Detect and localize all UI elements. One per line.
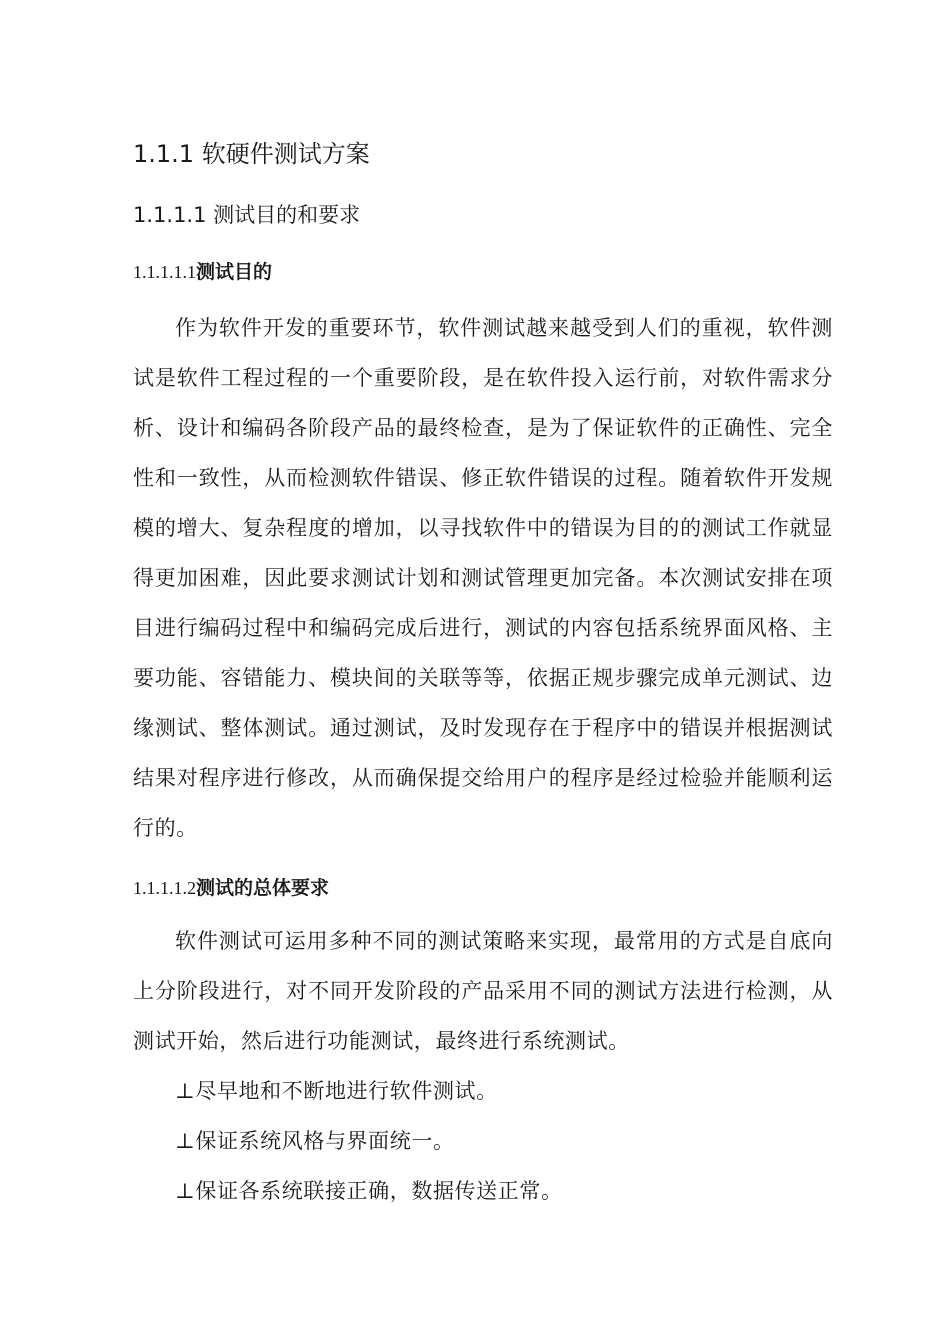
- subsection-title: 测试目的和要求: [213, 203, 361, 227]
- list-item: [133, 1166, 833, 1216]
- bullet-mark-icon: ⊥: [175, 1079, 196, 1103]
- requirements-list: [133, 1066, 833, 1216]
- section-title: 软硬件测试方案: [201, 140, 370, 168]
- requirements-heading: [133, 874, 329, 902]
- list-item-text: 保证各系统联接正确，数据传送正常。: [195, 1179, 563, 1203]
- list-item: [133, 1116, 833, 1166]
- purpose-title: 测试目的: [196, 261, 273, 283]
- list-item: [133, 1066, 833, 1116]
- section-number: 1.1.1: [133, 140, 195, 168]
- bullet-mark-icon: ⊥: [175, 1179, 196, 1203]
- section-heading: [133, 138, 370, 170]
- requirements-number: 1.1.1.1.2: [133, 878, 196, 898]
- subsection-number: 1.1.1.1: [133, 203, 207, 227]
- requirements-paragraph: 软件测试可运用多种不同的测试策略来实现，最常用的方式是自底向上分阶段进行，对不同开发阶段的产品采用不同的测试方法进行检测，从测试开始，然后进行功能测试，最终进行系统测试。: [133, 929, 833, 1053]
- subsection-heading: [133, 200, 360, 230]
- requirements-title: 测试的总体要求: [196, 877, 330, 899]
- purpose-number: 1.1.1.1.1: [133, 262, 196, 282]
- bullet-mark-icon: ⊥: [175, 1129, 196, 1153]
- purpose-heading: [133, 258, 272, 286]
- purpose-paragraph: 作为软件开发的重要环节，软件测试越来越受到人们的重视，软件测试是软件工程过程的一个重要阶段，是在软件投入运行前，对软件需求分析、设计和编码各阶段产品的最终检查，是为了保证软件的正确性、完全性和一致性，从而检测软件错误、修正软件错误的过程。随着软件开发规模的增大、复杂程度的增加，以寻找软件中的错误为目的的测试工作就显得更加困难，因此要求测试计划和测试管理更加完备。本次测试安排在项目进行编码过程中和编码完成后进行，测试的内容包括系统界面风格、主要功能、容错能力、模块间的关联等等，依据正规步骤完成单元测试、边缘测试、整体测试。通过测试，及时发现存在于程序中的错误并根据测试结果对程序进行修改，从而确保提交给用户的程序是经过检验并能顺利运行的。: [133, 316, 833, 840]
- list-item-text: 保证系统风格与界面统一。: [195, 1129, 455, 1153]
- list-item-text: 尽早地和不断地进行软件测试。: [195, 1079, 498, 1103]
